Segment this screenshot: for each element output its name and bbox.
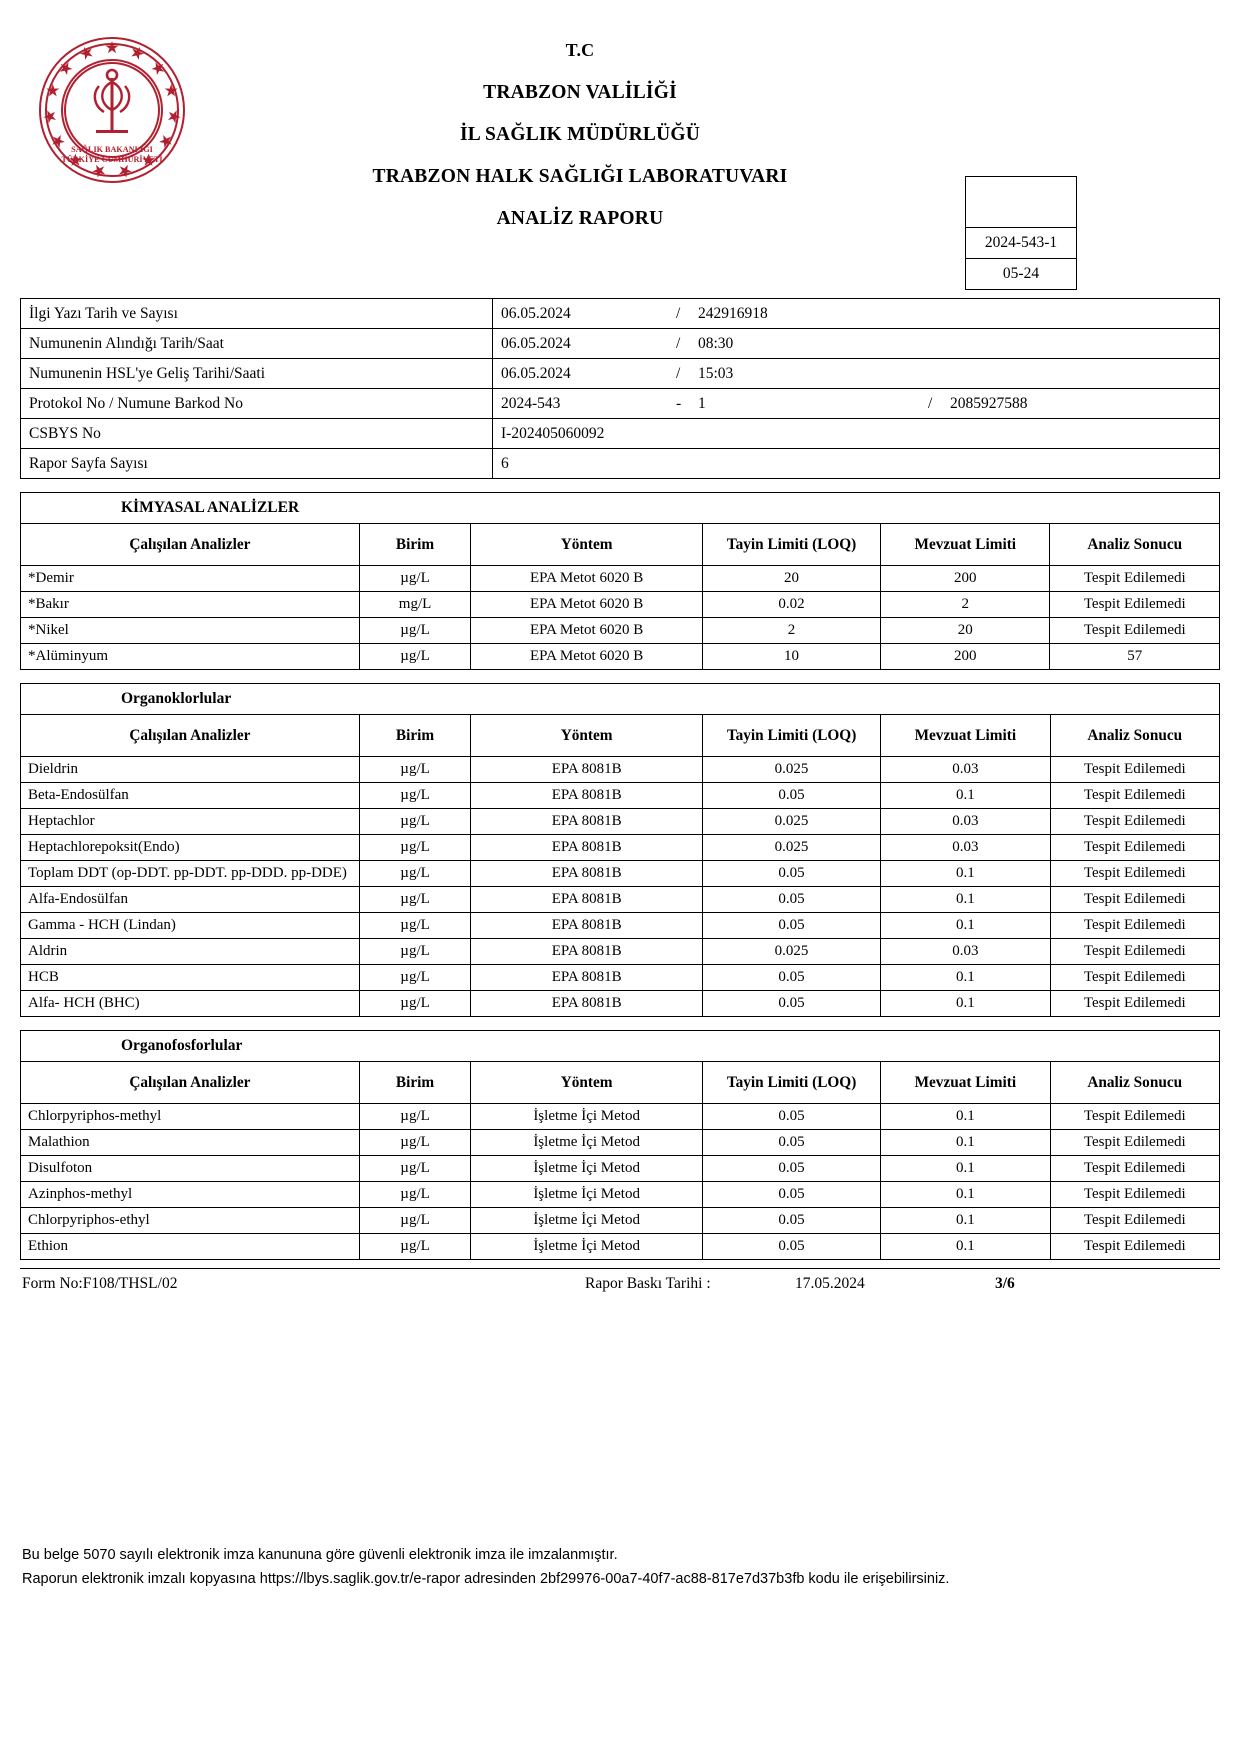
section-title: KİMYASAL ANALİZLER [21, 493, 1220, 524]
analyte-result: Tespit Edilemedi [1050, 1234, 1219, 1260]
table-row [21, 835, 1220, 861]
analyte-name: Ethion [21, 1234, 360, 1260]
svg-text:SAĞLIK BAKANLIĞI: SAĞLIK BAKANLIĞI [71, 145, 153, 154]
print-date-label: Rapor Baskı Tarihi : [585, 1275, 711, 1292]
analyte-loq: 0.025 [702, 809, 880, 835]
analyte-loq: 0.05 [702, 965, 880, 991]
analyte-name: *Alüminyum [21, 644, 360, 670]
analyte-method: EPA 8081B [471, 861, 703, 887]
analyte-legal-limit: 0.1 [881, 1182, 1050, 1208]
column-header-row [21, 715, 1220, 757]
analyte-unit: µg/L [359, 1130, 470, 1156]
info-value-2: 242916918 [698, 304, 768, 322]
info-value-1: I-202405060092 [501, 424, 605, 442]
analyte-name: Heptachlorepoksit(Endo) [21, 835, 360, 861]
analyte-unit: µg/L [359, 913, 470, 939]
analyte-loq: 0.05 [702, 991, 880, 1017]
info-label: İlgi Yazı Tarih ve Sayısı [21, 299, 493, 329]
col-header-loq: Tayin Limiti (LOQ) [702, 1062, 880, 1104]
analyte-method: EPA 8081B [471, 757, 703, 783]
table-row [21, 1156, 1220, 1182]
analysis-section [20, 683, 1220, 1017]
analyte-unit: µg/L [359, 1156, 470, 1182]
table-row [21, 939, 1220, 965]
info-value-1: 06.05.2024 [501, 304, 571, 322]
col-header-analyte: Çalışılan Analizler [21, 1062, 360, 1104]
analyte-result: Tespit Edilemedi [1050, 809, 1219, 835]
analyte-result: Tespit Edilemedi [1050, 783, 1219, 809]
table-row [21, 887, 1220, 913]
analyte-result: Tespit Edilemedi [1050, 1130, 1219, 1156]
table-row [21, 644, 1220, 670]
analyte-name: *Demir [21, 566, 360, 592]
info-label: Numunenin Alındığı Tarih/Saat [21, 329, 493, 359]
info-value-4: 2085927588 [950, 394, 1028, 412]
analyte-loq: 0.05 [702, 913, 880, 939]
analyte-legal-limit: 0.1 [881, 991, 1050, 1017]
analyte-loq: 0.05 [702, 1156, 880, 1182]
info-value [493, 329, 1220, 359]
analyte-loq: 0.05 [702, 783, 880, 809]
analyte-unit: µg/L [359, 783, 470, 809]
analyte-name: *Nikel [21, 618, 360, 644]
info-value [493, 359, 1220, 389]
info-value [493, 449, 1220, 479]
analyte-name: Toplam DDT (op-DDT. pp-DDT. pp-DDD. pp-DDE) [21, 861, 360, 887]
analyte-legal-limit: 0.1 [881, 887, 1050, 913]
analysis-section [20, 1030, 1220, 1260]
analyte-legal-limit: 0.03 [881, 939, 1050, 965]
info-value-1: 06.05.2024 [501, 364, 571, 382]
col-header-method: Yöntem [471, 1062, 703, 1104]
table-row [21, 783, 1220, 809]
analyte-result: Tespit Edilemedi [1050, 965, 1219, 991]
info-value-1: 2024-543 [501, 394, 561, 412]
table-row [21, 1104, 1220, 1130]
col-header-analyte: Çalışılan Analizler [21, 715, 360, 757]
analyte-loq: 0.025 [702, 757, 880, 783]
analysis-section [20, 492, 1220, 670]
reference-row-empty [966, 177, 1076, 228]
analyte-loq: 0.05 [702, 887, 880, 913]
table-row [21, 991, 1220, 1017]
page-number: 3/6 [995, 1275, 1015, 1292]
info-sep: / [676, 304, 681, 322]
analyte-name: Gamma - HCH (Lindan) [21, 913, 360, 939]
info-sep: - [676, 394, 682, 412]
section-title: Organoklorlular [21, 684, 1220, 715]
analyte-legal-limit: 0.1 [881, 913, 1050, 939]
analyte-legal-limit: 0.1 [881, 1104, 1050, 1130]
table-row [21, 359, 1220, 389]
analyte-method: EPA 8081B [471, 783, 703, 809]
analyte-method: İşletme İçi Metod [471, 1182, 703, 1208]
legal-line-1: Bu belge 5070 sayılı elektronik imza kanununa göre güvenli elektronik imza ile imzalanmıştır. [22, 1547, 618, 1563]
info-value [493, 389, 1220, 419]
report-header [20, 0, 1220, 290]
analyte-method: EPA 8081B [471, 991, 703, 1017]
analyte-unit: µg/L [359, 809, 470, 835]
section-title: Organofosforlular [21, 1031, 1220, 1062]
analyte-unit: µg/L [359, 887, 470, 913]
analyte-result: Tespit Edilemedi [1050, 618, 1220, 644]
analyte-unit: µg/L [359, 861, 470, 887]
col-header-result: Analiz Sonucu [1050, 1062, 1219, 1104]
analyte-method: EPA 8081B [471, 965, 703, 991]
col-header-result: Analiz Sonucu [1050, 715, 1219, 757]
analyte-loq: 0.05 [702, 1130, 880, 1156]
analyte-unit: µg/L [359, 965, 470, 991]
info-value-2: 1 [698, 394, 706, 412]
analyte-unit: µg/L [359, 757, 470, 783]
info-sep-2: / [928, 394, 933, 412]
col-header-unit: Birim [359, 715, 470, 757]
analyte-unit: µg/L [359, 618, 470, 644]
analyte-result: Tespit Edilemedi [1050, 939, 1219, 965]
section-title-row [21, 493, 1220, 524]
col-header-unit: Birim [359, 524, 470, 566]
org-line-3: İL SAĞLIK MÜDÜRLÜĞÜ [460, 124, 700, 145]
analyte-unit: µg/L [359, 1182, 470, 1208]
analyte-legal-limit: 2 [881, 592, 1050, 618]
analyte-method: EPA 8081B [471, 887, 703, 913]
analyte-method: İşletme İçi Metod [471, 1208, 703, 1234]
table-row [21, 1130, 1220, 1156]
analyte-method: İşletme İçi Metod [471, 1234, 703, 1260]
svg-text:TÜRKİYE CUMHURİYETİ: TÜRKİYE CUMHURİYETİ [61, 155, 163, 164]
turkish-ministry-of-health-emblem [36, 34, 188, 186]
print-date-value: 17.05.2024 [795, 1275, 865, 1292]
analyte-name: *Bakır [21, 592, 360, 618]
org-line-2: TRABZON VALİLİĞİ [483, 82, 677, 103]
analysis-table [20, 492, 1220, 670]
table-row [21, 618, 1220, 644]
table-row [21, 861, 1220, 887]
col-header-loq: Tayin Limiti (LOQ) [702, 524, 880, 566]
analyte-result: Tespit Edilemedi [1050, 757, 1219, 783]
report-titles [200, 40, 960, 230]
analyte-unit: µg/L [359, 644, 470, 670]
analyte-unit: µg/L [359, 939, 470, 965]
info-value-2: 15:03 [698, 364, 734, 382]
analyte-legal-limit: 0.1 [881, 965, 1050, 991]
analyte-name: Beta-Endosülfan [21, 783, 360, 809]
col-header-unit: Birim [359, 1062, 470, 1104]
analyte-legal-limit: 0.1 [881, 1208, 1050, 1234]
analyte-legal-limit: 0.03 [881, 809, 1050, 835]
org-line-4: TRABZON HALK SAĞLIĞI LABORATUVARI [372, 166, 788, 187]
analyte-loq: 0.05 [702, 1234, 880, 1260]
analyte-legal-limit: 20 [881, 618, 1050, 644]
analyte-name: Alfa-Endosülfan [21, 887, 360, 913]
analyte-name: Dieldrin [21, 757, 360, 783]
analyte-method: EPA 8081B [471, 939, 703, 965]
analyte-unit: µg/L [359, 991, 470, 1017]
analyte-method: EPA 8081B [471, 835, 703, 861]
col-header-legal-limit: Mevzuat Limiti [881, 524, 1050, 566]
info-label: CSBYS No [21, 419, 493, 449]
page-title: ANALİZ RAPORU [496, 208, 664, 229]
table-row [21, 299, 1220, 329]
sample-info-table [20, 298, 1220, 479]
analyte-method: EPA Metot 6020 B [471, 566, 703, 592]
analyte-unit: µg/L [359, 566, 470, 592]
analyte-name: Heptachlor [21, 809, 360, 835]
analyte-loq: 2 [702, 618, 880, 644]
analyte-result: Tespit Edilemedi [1050, 1156, 1219, 1182]
table-row [21, 913, 1220, 939]
analyte-loq: 0.05 [702, 1208, 880, 1234]
analyte-result: Tespit Edilemedi [1050, 1104, 1219, 1130]
reference-period-code: 05-24 [966, 259, 1076, 290]
analyte-name: Chlorpyriphos-ethyl [21, 1208, 360, 1234]
analyte-legal-limit: 0.1 [881, 1234, 1050, 1260]
analyte-method: İşletme İçi Metod [471, 1130, 703, 1156]
col-header-legal-limit: Mevzuat Limiti [881, 1062, 1050, 1104]
col-header-method: Yöntem [471, 715, 703, 757]
table-row [21, 809, 1220, 835]
analyte-result: Tespit Edilemedi [1050, 913, 1219, 939]
analyte-name: Alfa- HCH (BHC) [21, 991, 360, 1017]
analyte-unit: µg/L [359, 1234, 470, 1260]
analyte-method: EPA Metot 6020 B [471, 618, 703, 644]
analyte-result: Tespit Edilemedi [1050, 861, 1219, 887]
analyte-loq: 0.025 [702, 939, 880, 965]
analyte-loq: 0.05 [702, 1182, 880, 1208]
analyte-legal-limit: 0.1 [881, 1130, 1050, 1156]
analysis-sections [20, 492, 1220, 1260]
analyte-result: Tespit Edilemedi [1050, 887, 1219, 913]
analysis-table [20, 1030, 1220, 1260]
analyte-name: Aldrin [21, 939, 360, 965]
col-header-method: Yöntem [471, 524, 703, 566]
analyte-loq: 10 [702, 644, 880, 670]
table-row [21, 566, 1220, 592]
info-label: Numunenin HSL'ye Geliş Tarihi/Saati [21, 359, 493, 389]
table-row [21, 1182, 1220, 1208]
analyte-method: EPA 8081B [471, 913, 703, 939]
analyte-name: Disulfoton [21, 1156, 360, 1182]
analyte-result: Tespit Edilemedi [1050, 1208, 1219, 1234]
analyte-unit: µg/L [359, 835, 470, 861]
col-header-result: Analiz Sonucu [1050, 524, 1220, 566]
form-number: Form No:F108/THSL/02 [22, 1275, 178, 1292]
analyte-result: Tespit Edilemedi [1050, 566, 1220, 592]
analyte-method: EPA Metot 6020 B [471, 644, 703, 670]
analyte-legal-limit: 200 [881, 566, 1050, 592]
analyte-legal-limit: 0.03 [881, 835, 1050, 861]
table-row [21, 965, 1220, 991]
section-title-row [21, 684, 1220, 715]
analyte-unit: mg/L [359, 592, 470, 618]
report-footer [20, 1268, 1220, 1299]
table-row [21, 389, 1220, 419]
analyte-method: EPA Metot 6020 B [471, 592, 703, 618]
table-row [21, 1208, 1220, 1234]
col-header-loq: Tayin Limiti (LOQ) [702, 715, 880, 757]
analyte-method: İşletme İçi Metod [471, 1156, 703, 1182]
legal-line-2: Raporun elektronik imzalı kopyasına https://lbys.saglik.gov.tr/e-rapor adresinden 2bf29976-00a7-40f7-ac88-817e7d37b3fb kodu ile erişebilirsiniz. [22, 1571, 950, 1587]
analyte-loq: 0.05 [702, 1104, 880, 1130]
info-value-1: 06.05.2024 [501, 334, 571, 352]
analyte-name: HCB [21, 965, 360, 991]
column-header-row [21, 1062, 1220, 1104]
col-header-legal-limit: Mevzuat Limiti [881, 715, 1050, 757]
analyte-legal-limit: 200 [881, 644, 1050, 670]
table-row [21, 419, 1220, 449]
col-header-analyte: Çalışılan Analizler [21, 524, 360, 566]
info-label: Protokol No / Numune Barkod No [21, 389, 493, 419]
analyte-result: 57 [1050, 644, 1220, 670]
info-sep: / [676, 334, 681, 352]
analyte-method: EPA 8081B [471, 809, 703, 835]
analyte-legal-limit: 0.1 [881, 1156, 1050, 1182]
analyte-name: Azinphos-methyl [21, 1182, 360, 1208]
table-row [21, 449, 1220, 479]
analyte-name: Chlorpyriphos-methyl [21, 1104, 360, 1130]
analyte-name: Malathion [21, 1130, 360, 1156]
analyte-legal-limit: 0.1 [881, 861, 1050, 887]
reference-protocol-number: 2024-543-1 [966, 228, 1076, 259]
info-value [493, 419, 1220, 449]
analyte-unit: µg/L [359, 1104, 470, 1130]
analyte-result: Tespit Edilemedi [1050, 592, 1220, 618]
info-label: Rapor Sayfa Sayısı [21, 449, 493, 479]
info-value-1: 6 [501, 454, 509, 472]
column-header-row [21, 524, 1220, 566]
analyte-result: Tespit Edilemedi [1050, 1182, 1219, 1208]
analyte-result: Tespit Edilemedi [1050, 835, 1219, 861]
analysis-table [20, 683, 1220, 1017]
analyte-loq: 0.02 [702, 592, 880, 618]
info-value [493, 299, 1220, 329]
report-reference-box [965, 176, 1077, 290]
org-line-1: T.C [565, 40, 595, 60]
section-title-row [21, 1031, 1220, 1062]
analyte-loq: 0.05 [702, 861, 880, 887]
analyte-legal-limit: 0.03 [881, 757, 1050, 783]
table-row [21, 1234, 1220, 1260]
info-sep: / [676, 364, 681, 382]
table-row [21, 592, 1220, 618]
analyte-unit: µg/L [359, 1208, 470, 1234]
analyte-loq: 0.025 [702, 835, 880, 861]
info-value-2: 08:30 [698, 334, 734, 352]
analyte-loq: 20 [702, 566, 880, 592]
electronic-signature-notice [22, 1543, 949, 1591]
table-row [21, 329, 1220, 359]
analyte-result: Tespit Edilemedi [1050, 991, 1219, 1017]
analyte-method: İşletme İçi Metod [471, 1104, 703, 1130]
table-row [21, 757, 1220, 783]
analyte-legal-limit: 0.1 [881, 783, 1050, 809]
